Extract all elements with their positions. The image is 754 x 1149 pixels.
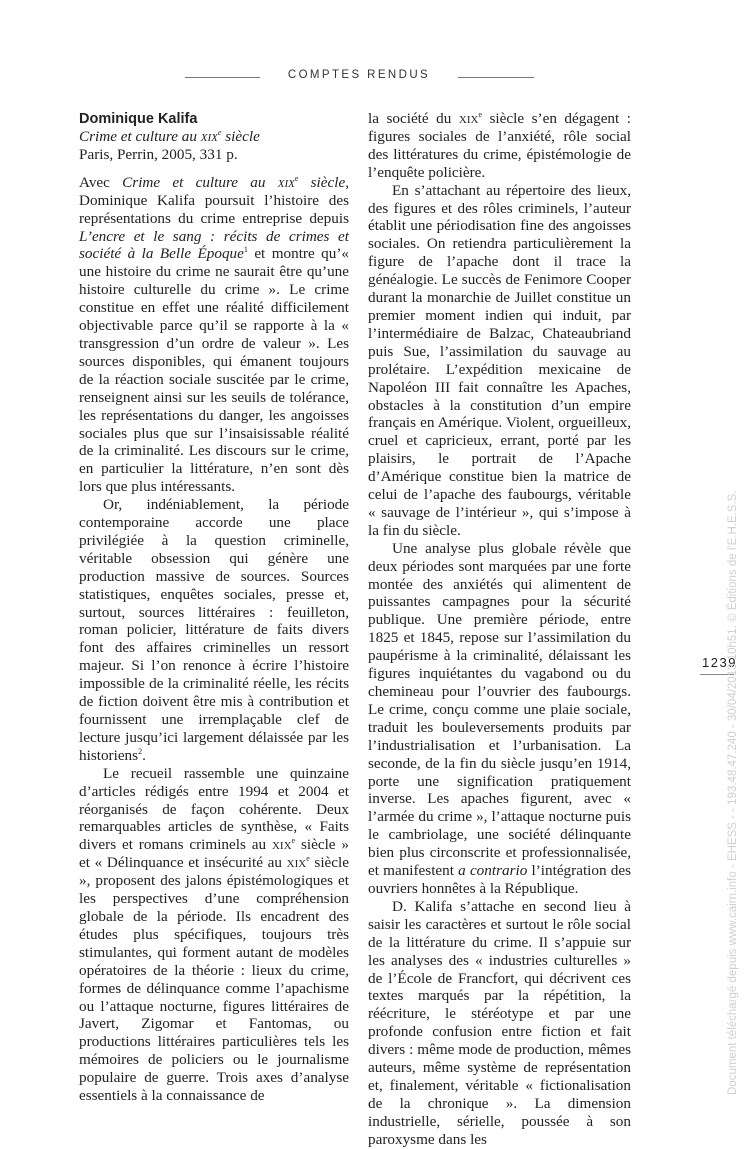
paragraph: Une analyse plus globale révèle que deux périodes sont marquées par une forte montée des anxiétés qui alimentent de puissantes campagnes pour la sécurité publique. Une première période, entre 1825 et 1845, repose sur l’assimilation du paupérisme à la criminalité, délaissant les figures inquiétantes du vagabond ou du chemineau pour l’ouvrier des faubourgs. Le crime, conçu comme une plaie sociale, traduit les bouleversements produits par l’industrialisation et l’urbanisation. La seconde, de la fin du siècle jusqu’en 1914, porte une signification pratiquement inverse. Les apaches figurent, avec « l’armée du crime », l’attaque nocturne puis le cambriolage, une société délinquante bien plus circonscrite et professionnalisée, et manifestent a contrario l’intégration des ouvriers honnêtes à la République. xyxy=(368,539,631,897)
paragraph: la société du xix$^e$ siècle s’en dégagent : figures sociales de l’anxiété, rôle social des littératures du crime, épistémologie de l’enquête policière. xyxy=(368,109,631,181)
page-number: 1239 xyxy=(702,655,737,670)
review-author: Dominique Kalifa xyxy=(79,111,198,127)
footnote-ref: 1 xyxy=(243,245,248,255)
paragraph: Le recueil rassemble une quinzaine d’articles rédigés entre 1994 et 2004 et réorganisés de façon cohérente. Deux remarquables articles de synthèse, « Faits divers et romans criminels au xix$^e$ siècle » et « Délinquance et insécurité au xix$^e$ siècle », proposent des jalons épistémologiques et les perspectives d’une compréhension globale de la période. Ils encadrent des études plus spécifiques, toujours très stimulantes, qui forment autant de modèles opératoires de la théorie : lieux du crime, formes de délinquance comme l’apachisme ou l’attaque nocturne, figures littéraires de Javert, Zigomar et Fantomas, ou productions littéraires particulières tels les mémoires de policiers ou le journalisme populaire de guerre. Trois axes d’analyse essentiels à la connaissance de xyxy=(79,764,349,1105)
paragraph: D. Kalifa s’attache en second lieu à saisir les caractères et surtout le rôle social de la littérature du crime. Il s’appuie sur les analyses des « industries culturelles » de l’École de Francfort, qui décrivent ces textes marqués par la répétition, la réécriture, le stéréotype et par une profonde confusion entre fiction et fait divers : même mode de production, mêmes auteurs, même système de représentation et, finalement, véritable « fictionalisation de la chronique ». La dimension industrielle, sérielle, poussée à son paroxysme dans les xyxy=(368,897,631,1148)
review-book-title: Crime et culture au xix$^e$ siècle xyxy=(79,127,260,145)
review-publication: Paris, Perrin, 2005, 331 p. xyxy=(79,145,238,163)
footnote-ref: 2 xyxy=(138,746,143,756)
download-watermark: Document téléchargé depuis www.cairn.info - EHESS - - 193.48.47.240 - 30/04/2013 10h51. © Éditions de l'E.H.E.S.S. xyxy=(727,490,739,1095)
paragraph: Avec Crime et culture au xix$^e$ siècle, Dominique Kalifa poursuit l’histoire des représentations du crime entreprise depuis L’encre et le sang : récits de crimes et société à la Belle Époque$^1$ et montre qu’« une histoire du crime ne saurait être qu’une histoire culturelle du crime ». Le crime constitue en effet une réalité difficilement objectivable parce qu’il se rapporte à la « transgression d’un ordre de valeur ». Les sources disponibles, qui émanent toujours de la réaction sociale suscitée par le crime, renseignent ainsi sur les seuils de tolérance, les représentations du danger, les angoisses sociales plus que sur l’insaisissable réalité de la criminalité. Les discours sur le crime, en particulier la littérature, n’en sont dès lors que plus intéressants. xyxy=(79,173,350,496)
paragraph: En s’attachant au répertoire des lieux, des figures et des rôles criminels, l’auteur établit une périodisation fine des angoisses sociales. On retiendra particulièrement la figure de l’apache dont il trace la généalogie. Le succès de Fenimore Cooper durant la monarchie de Juillet constitue un premier moment indien qui induit, par l’intermédiaire de Balzac, Chateaubriand puis Sue, l’assimilation du sauvage au prolétaire. L’expédition mexicaine de Napoléon III fait connaître les Apaches, obstacles à la constitution d’un empire français en Amérique. Violent, orgueilleux, cruel et capricieux, errant, porté par les plaisirs, le portrait de l’Apache d’Amérique constitue bien la matrice de celui de l’apache des faubourgs, véritable « sauvage de l’intérieur », qui s’impose à la fin du siècle. xyxy=(368,181,631,539)
paragraph: Or, indéniablement, la période contemporaine accorde une place privilégiée à la question criminelle, véritable obsession qui génère une production massive de sources. Sources statistiques, enquêtes sociales, presse et, surtout, sources littéraires : feuilleton, roman policier, littérature de faits divers font des affaires criminelles un ressort majeur. Si l’on renonce à écrire l’histoire impossible de la criminalité réelle, les récits de fiction doivent être mis à contribution et fournissent une irremplaçable clef de lecture jusqu’ici largement délaissée par les historiens$^2$. xyxy=(79,496,349,764)
header-rule-right xyxy=(458,77,534,78)
header-rule-left xyxy=(185,77,260,78)
right-column xyxy=(368,110,631,1149)
section-title: COMPTES RENDUS xyxy=(287,69,431,81)
left-column xyxy=(79,110,349,1105)
review-heading xyxy=(79,110,349,164)
running-header xyxy=(0,68,754,88)
